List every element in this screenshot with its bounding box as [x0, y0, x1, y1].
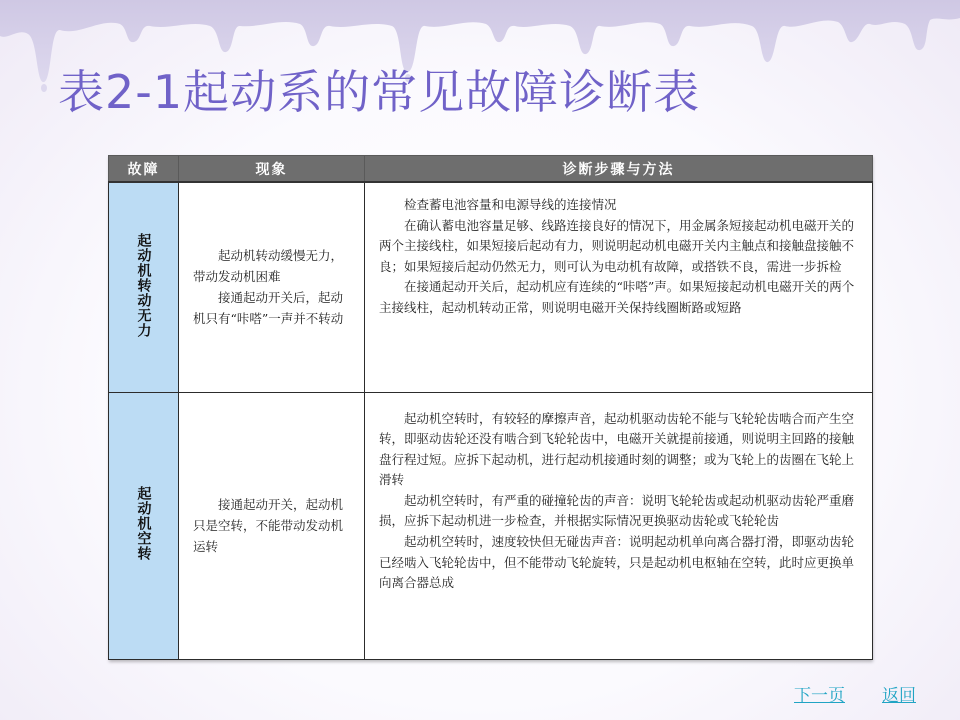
symptom-text: 起动机转动缓慢无力，带动发动机困难: [193, 248, 344, 285]
fault-label: 起动机空转: [135, 486, 152, 562]
diagnosis-cell: [365, 182, 873, 392]
back-link[interactable]: 返回: [882, 686, 916, 706]
next-page-link[interactable]: 下一页: [794, 686, 845, 706]
symptom-text: 接通起动开关，起动机只是空转，不能带动发动机运转: [193, 497, 344, 555]
diagnosis-text: 在确认蓄电池容量足够、线路连接良好的情况下，用金属条短接起动机电磁开关的两个主接线柱，如果短接后起动有力，则说明起动机电磁开关内主触点和接触盘接触不良；如果短接后起动仍然无力，则可认为电动机有故障，或搭铁不良，需进一步拆检: [379, 217, 855, 274]
fault-cell: [109, 392, 179, 660]
symptom-cell: [179, 182, 365, 392]
symptom-cell: [179, 392, 365, 660]
diagnosis-text: 在接通起动开关后，起动机应有连续的“咔嗒”声。如果短接起动机电磁开关的两个主接线柱，起动机转动正常，则说明电磁开关保持线圈断路或短路: [379, 279, 855, 315]
diagnosis-table: [108, 155, 873, 660]
fault-label: 起动机转动无力: [135, 232, 152, 338]
diagnosis-cell: [365, 392, 873, 660]
diagnosis-text: 起动机空转时，速度较快但无碰齿声音：说明起动机单向离合器打滑，即驱动齿轮已经啮入飞轮轮齿中，但不能带动飞轮旋转，只是起动机电枢轴在空转，此时应更换单向离合器总成: [379, 534, 855, 591]
diagnosis-table-container: [108, 155, 872, 660]
diagnosis-text: 起动机空转时，有较轻的摩擦声音，起动机驱动齿轮不能与飞轮轮齿啮合而产生空转，即驱动齿轮还没有啮合到飞轮轮齿中，电磁开关就提前接通，则说明主回路的接触盘行程过短。应拆下起动机，进行起动机接通时刻的调整；或为飞轮上的齿圈在飞轮上滑转: [379, 410, 855, 488]
page-title: 表2-1起动系的常见故障诊断表: [58, 65, 701, 119]
symptom-text: 接通起动开关后，起动机只有“咔嗒”一声并不转动: [193, 290, 344, 327]
table-row: [109, 182, 873, 392]
table-header-row: [109, 156, 873, 183]
header-diagnosis: 诊断步骤与方法: [365, 156, 873, 183]
table-row: [109, 392, 873, 660]
diagnosis-text: 检查蓄电池容量和电源导线的连接情况: [404, 197, 617, 212]
fault-cell: [109, 182, 179, 392]
header-symptom: 现象: [179, 156, 365, 183]
diagnosis-text: 起动机空转时，有严重的碰撞轮齿的声音：说明飞轮轮齿或起动机驱动齿轮严重磨损，应拆下起动机进一步检查，并根据实际情况更换驱动齿轮或飞轮轮齿: [379, 492, 855, 529]
header-fault: 故障: [109, 156, 179, 183]
